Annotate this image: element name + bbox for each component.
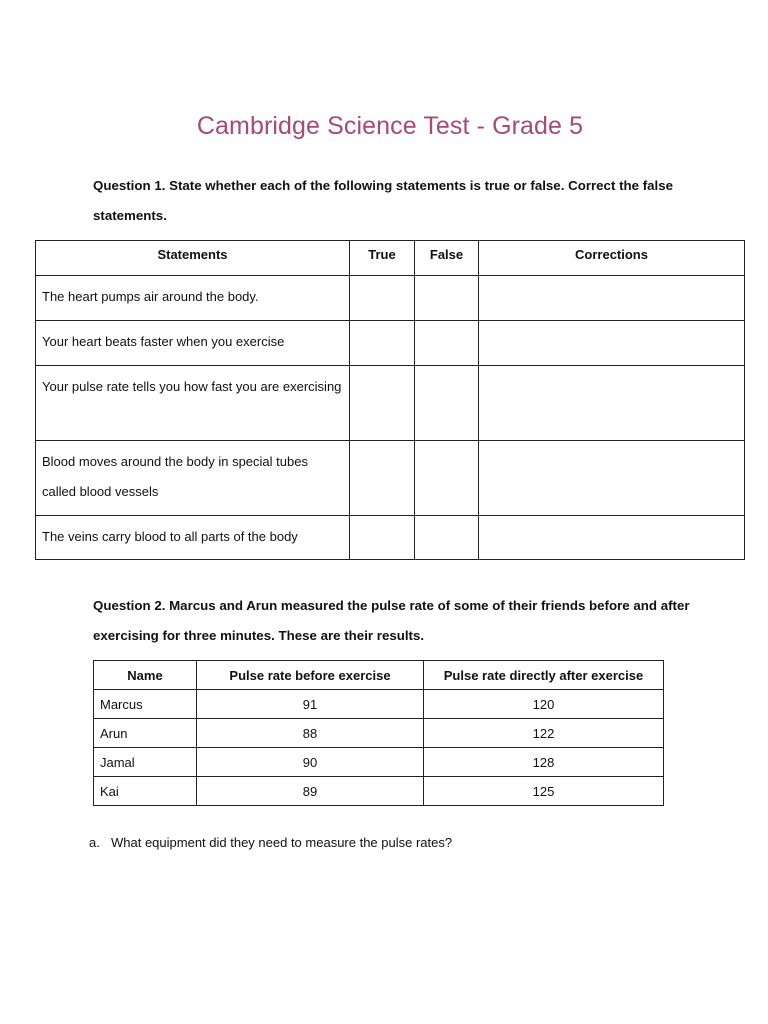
statement-cell: Your pulse rate tells you how fast you are exercising xyxy=(36,366,350,441)
table-row xyxy=(94,777,664,806)
correction-cell[interactable] xyxy=(479,321,745,366)
true-answer-cell[interactable] xyxy=(350,366,415,441)
false-answer-cell[interactable] xyxy=(415,441,479,516)
true-false-table xyxy=(35,240,745,560)
table-row xyxy=(36,441,745,516)
table-row xyxy=(36,516,745,560)
before-cell: 90 xyxy=(197,748,424,777)
header-statements: Statements xyxy=(36,241,350,276)
table-header-row xyxy=(36,241,745,276)
header-true: True xyxy=(350,241,415,276)
false-answer-cell[interactable] xyxy=(415,321,479,366)
page-title: Cambridge Science Test - Grade 5 xyxy=(196,112,584,140)
statement-cell: The veins carry blood to all parts of the body xyxy=(36,516,350,560)
question-1-prompt: Question 1. State whether each of the following statements is true or false. Correct the false statements. xyxy=(93,178,674,223)
header-corrections: Corrections xyxy=(479,241,745,276)
name-cell: Kai xyxy=(94,777,197,806)
table-row xyxy=(94,748,664,777)
after-cell: 125 xyxy=(424,777,664,806)
header-after: Pulse rate directly after exercise xyxy=(424,661,664,690)
sub-question-marker: a. xyxy=(89,835,100,850)
table-row xyxy=(36,366,745,441)
correction-cell[interactable] xyxy=(479,366,745,441)
before-cell: 88 xyxy=(197,719,424,748)
pulse-rate-table xyxy=(93,660,664,806)
header-name: Name xyxy=(94,661,197,690)
name-cell: Jamal xyxy=(94,748,197,777)
before-cell: 89 xyxy=(197,777,424,806)
false-answer-cell[interactable] xyxy=(415,276,479,321)
after-cell: 122 xyxy=(424,719,664,748)
before-cell: 91 xyxy=(197,690,424,719)
statement-cell: Your heart beats faster when you exercise xyxy=(36,321,350,366)
true-answer-cell[interactable] xyxy=(350,441,415,516)
false-answer-cell[interactable] xyxy=(415,516,479,560)
header-false: False xyxy=(415,241,479,276)
sub-question-text: What equipment did they need to measure the pulse rates? xyxy=(111,835,453,850)
name-cell: Marcus xyxy=(94,690,197,719)
table-row xyxy=(36,321,745,366)
true-answer-cell[interactable] xyxy=(350,276,415,321)
question-2-prompt: Question 2. Marcus and Arun measured the pulse rate of some of their friends before and after exercising for three minutes. These are their results. xyxy=(93,598,690,643)
header-before: Pulse rate before exercise xyxy=(197,661,424,690)
true-answer-cell[interactable] xyxy=(350,321,415,366)
correction-cell[interactable] xyxy=(479,276,745,321)
after-cell: 120 xyxy=(424,690,664,719)
table-row xyxy=(94,690,664,719)
table-header-row xyxy=(94,661,664,690)
statement-cell: The heart pumps air around the body. xyxy=(36,276,350,321)
correction-cell[interactable] xyxy=(479,516,745,560)
correction-cell[interactable] xyxy=(479,441,745,516)
table-row xyxy=(36,276,745,321)
name-cell: Arun xyxy=(94,719,197,748)
sub-question-a xyxy=(89,835,452,850)
table-row xyxy=(94,719,664,748)
statement-cell: Blood moves around the body in special tubes called blood vessels xyxy=(36,441,350,516)
false-answer-cell[interactable] xyxy=(415,366,479,441)
true-answer-cell[interactable] xyxy=(350,516,415,560)
after-cell: 128 xyxy=(424,748,664,777)
